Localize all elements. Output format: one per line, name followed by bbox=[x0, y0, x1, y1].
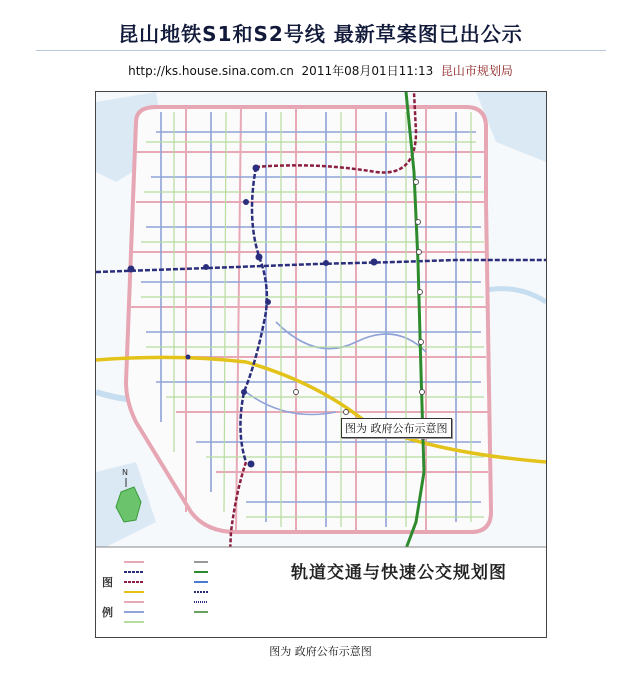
legend-label-top: 图 bbox=[102, 576, 113, 589]
legend-title: 轨道交通与快速公交规划图 bbox=[291, 563, 507, 583]
article-meta bbox=[0, 62, 641, 79]
north-label: N bbox=[122, 468, 128, 477]
source-link[interactable]: 昆山市规划局 bbox=[440, 64, 513, 78]
image-tooltip: 图为 政府公布示意图 bbox=[341, 418, 452, 438]
map-graphic bbox=[96, 92, 546, 637]
article-title: 昆山地铁S1和S2号线 最新草案图已出公示 bbox=[118, 22, 523, 46]
title-divider bbox=[36, 50, 606, 51]
source-url[interactable]: http://ks.house.sina.com.cn bbox=[128, 64, 294, 78]
image-caption: 图为 政府公布示意图 bbox=[269, 645, 372, 658]
transit-map-image[interactable] bbox=[95, 91, 547, 638]
legend-label-bottom: 例 bbox=[102, 606, 113, 619]
publish-datetime: 2011年08月01日11:13 bbox=[301, 64, 434, 78]
